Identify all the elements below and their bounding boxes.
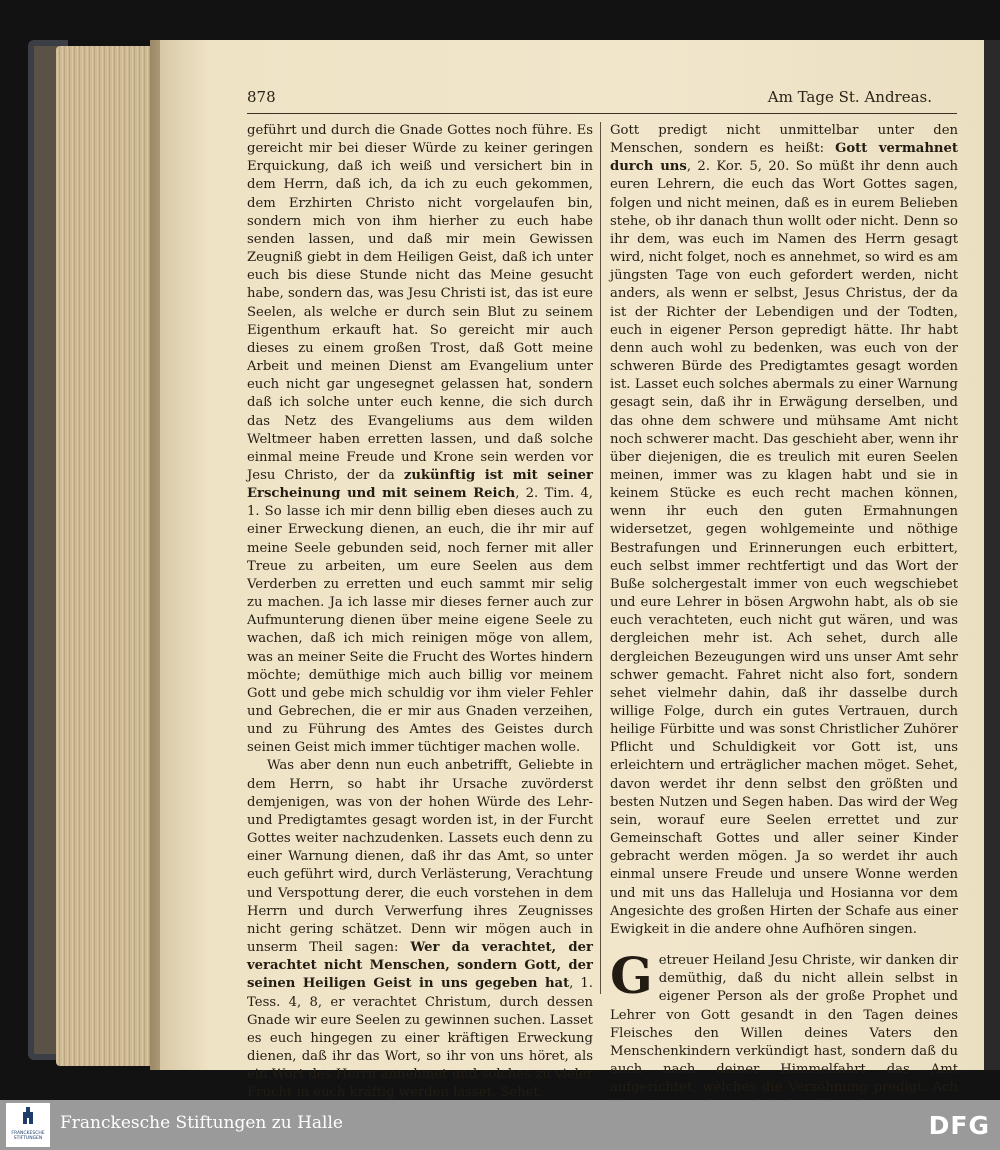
text-run: , 2. Tim. 4, 1. So lasse ich mir denn billig eben dieses auch zu einer Erweckung dienen, an euch, die ihr mir auf meine Seele gebunden seid, noch ferner mit aller Treue zu arbeiten, um eure Seelen aus dem Verderben zu erretten und euch sammt mir selig zu machen. Ja ich lasse mir dieses ferner auch zur Aufmunterung dienen über meine eigene Seele zu wachen, daß ich mich reinigen möge von allem, was an meiner Seite die Frucht des Wortes hindern möchte; demüthige mich auch billig vor meinem Gott und gebe mich schuldig vor ihm vieler Fehler und Gebrechen, die er mir aus Gnaden verzeihen, und zu Führung des Amtes des Geistes durch seinen Geist mich immer tüchtiger machen wolle.	[247, 486, 593, 756]
text-run: , 1. Tess. 4, 8, er verachtet Christum, durch dessen Gnade wir eure Seelen zu gewinnen suchen. Lasset es euch hingegen zu einer kräftigen Erweckung dienen, daß ihr das Wort, so ihr von uns höret, als ein Wort des Herrn annehmet und solches zu vieler Frucht in euch kräftig werden lasset. Sehet,	[247, 976, 593, 1101]
footer-bar	[0, 1100, 1000, 1150]
column-divider	[600, 122, 601, 994]
prayer-text: etreuer Heiland Jesu Christe, wir danken dir demüthig, daß du nicht allein selbst in eigener Person als der große Prophet und Lehrer von Gott gesandt in den Tagen deines Fleisches den Willen deines Vaters den Menschenkindern verkündigt hast, sondern daß du auch nach deiner Himmelfahrt das Amt aufgerichtet, welches die Versöhnung predigt. Ach	[610, 953, 958, 1096]
paragraph	[247, 122, 593, 757]
right-column-text	[610, 122, 958, 939]
page-number: 878	[247, 88, 276, 106]
bold-quote: Gott vermahnet durch uns	[610, 141, 958, 175]
drop-cap-initial: G	[610, 946, 653, 1006]
bold-quote: Wer da verachtet, der verachtet nicht Menschen, sondern Gott, der seinen Heiligen Geist in uns gegeben hat	[247, 940, 593, 992]
page-edges	[56, 46, 160, 1066]
bold-quote: zukünftig ist mit seiner Erscheinung und mit seinem Reich	[247, 467, 593, 502]
logo-text: FRANCKESCHE STIFTUNGEN	[11, 1131, 45, 1141]
right-column	[610, 122, 958, 1115]
header-rule	[247, 113, 957, 114]
paragraph	[247, 757, 593, 1102]
institution-name: Franckesche Stiftungen zu Halle	[60, 1113, 343, 1133]
institution-logo	[6, 1103, 50, 1147]
page-header	[247, 88, 962, 112]
dfg-logo: DFG	[928, 1111, 990, 1140]
text-run: Was aber denn nun euch anbetrifft, Geliebte in dem Herrn, so habt ihr Ursache zuvörderst demjenigen, was von der hohen Würde des Lehr- und Predigtamtes gesagt worden ist, in der Furcht Gottes weiter nachzudenken. Lassets euch denn zu einer Warnung dienen, daß ihr das Amt, so unter euch geführt wird, durch Verlästerung, Verachtung und Verspottung derer, die euch vorstehen in dem Herrn und durch Verwerfung ihres Zeugnisses nicht gering schätzet. Denn wir mögen auch in unserm Theil sagen:	[247, 758, 593, 956]
paragraph	[610, 122, 958, 939]
left-column	[247, 122, 593, 1102]
running-title: Am Tage St. Andreas.	[767, 88, 932, 106]
text-run: geführt und durch die Gnade Gottes noch führe. Es gereicht mir bei dieser Würde zu keiner geringen Erquickung, daß ich weiß und versichert bin in dem Herrn, daß ich, da ich zu euch gekommen, dem Erzhirten Christo nicht vorgelaufen bin, sondern mich von ihm hierher zu euch habe senden lassen, und daß mir mein Gewissen Zeugniß giebt in dem Heiligen Geist, daß ich unter euch bis diese Stunde nicht das Meine gesucht habe, sondern das, was Jesu Christi ist, das ist eure Seelen, als welche er durch sein Blut zu seinem Eigenthum erkauft hat. So gereicht mir auch dieses zu einem großen Trost, daß Gott meine Arbeit und meinen Dienst am Evangelium unter euch nicht gar ungesegnet gelassen hat, sondern daß ich solche unter euch kenne, die sich durch das Netz des Evangeliums aus dem wilden Weltmeer haben erretten lassen, und daß solche einmal meine Freude und Krone sein werden vor Jesu Christo, der da	[247, 123, 593, 483]
text-run: , 2. Kor. 5, 20. So müßt ihr denn auch euren Lehrern, die euch das Wort Gottes sagen, folgen und nicht meinen, daß es in eurem Belieben stehe, ob ihr danach thun wollt oder nicht. Denn so ihr dem, was euch im Namen des Herrn gesagt wird, nicht folget, noch es annehmet, so wird es am jüngsten Tage von euch gefordert werden, nicht anders, als wenn er selbst, Jesus Christus, der da ist der Richter der Lebendigen und der Todten, euch in eigener Person gepredigt hätte. Ihr habt denn auch wohl zu bedenken, was euch von der schweren Bürde des Predigtamtes gesagt worden ist. Lasset euch solches abermals zu einer Warnung gesagt sein, daß ihr in Erwägung derselben, und das ohne dem schwere und mühsame Amt nicht noch schwerer macht. Das geschieht aber, wenn ihr über diejenigen, die es treulich mit euren Seelen meinen, immer was zu klagen habt und sie in keinem Stücke es euch recht machen können, wenn ihr euch den guten Ermahnungen widersetzet, gegen wohlgemeinte und nöthige Bestrafungen und Erinnerungen euch erbittert, euch selbst immer rechtfertigt und das Wort der Buße solchergestalt immer von euch wegschiebet und eure Lehrer in bösen Argwohn habt, als ob sie euch verachteten, euch nicht gut wären, und was dergleichen mehr ist. Ach sehet, durch alle dergleichen Bezeugungen wird uns unser Amt sehr schwer gemacht. Fahret nicht also fort, sondern sehet vielmehr dahin, daß ihr dasselbe durch willige Folge, durch ein gutes Vertrauen, durch heilige Fürbitte und was sonst Christlicher Zuhörer Pflicht und Schuldigkeit vor Gott ist, uns erleichtern und erträglicher machen möget. Sehet, davon werdet ihr denn selbst den größten und besten Nutzen und Segen haben. Das wird der Weg sein, worauf eure Seelen errettet und zur Gemeinschaft Gottes und aller seiner Kinder gebracht werden mögen. Ja so werdet ihr auch einmal unsere Freude und unsere Wonne werden und mit uns das Halleluja und Hosianna vor dem Angesichte des großen Hirten der Schafe aus einer Ewigkeit in die andere ohne Aufhören singen.	[610, 159, 958, 937]
prayer-paragraph	[610, 946, 958, 1115]
building-icon	[22, 1107, 34, 1125]
text-run: Gott predigt nicht unmittelbar unter den Menschen, sondern es heißt:	[610, 123, 958, 157]
page-right-shadow	[984, 40, 1000, 1070]
